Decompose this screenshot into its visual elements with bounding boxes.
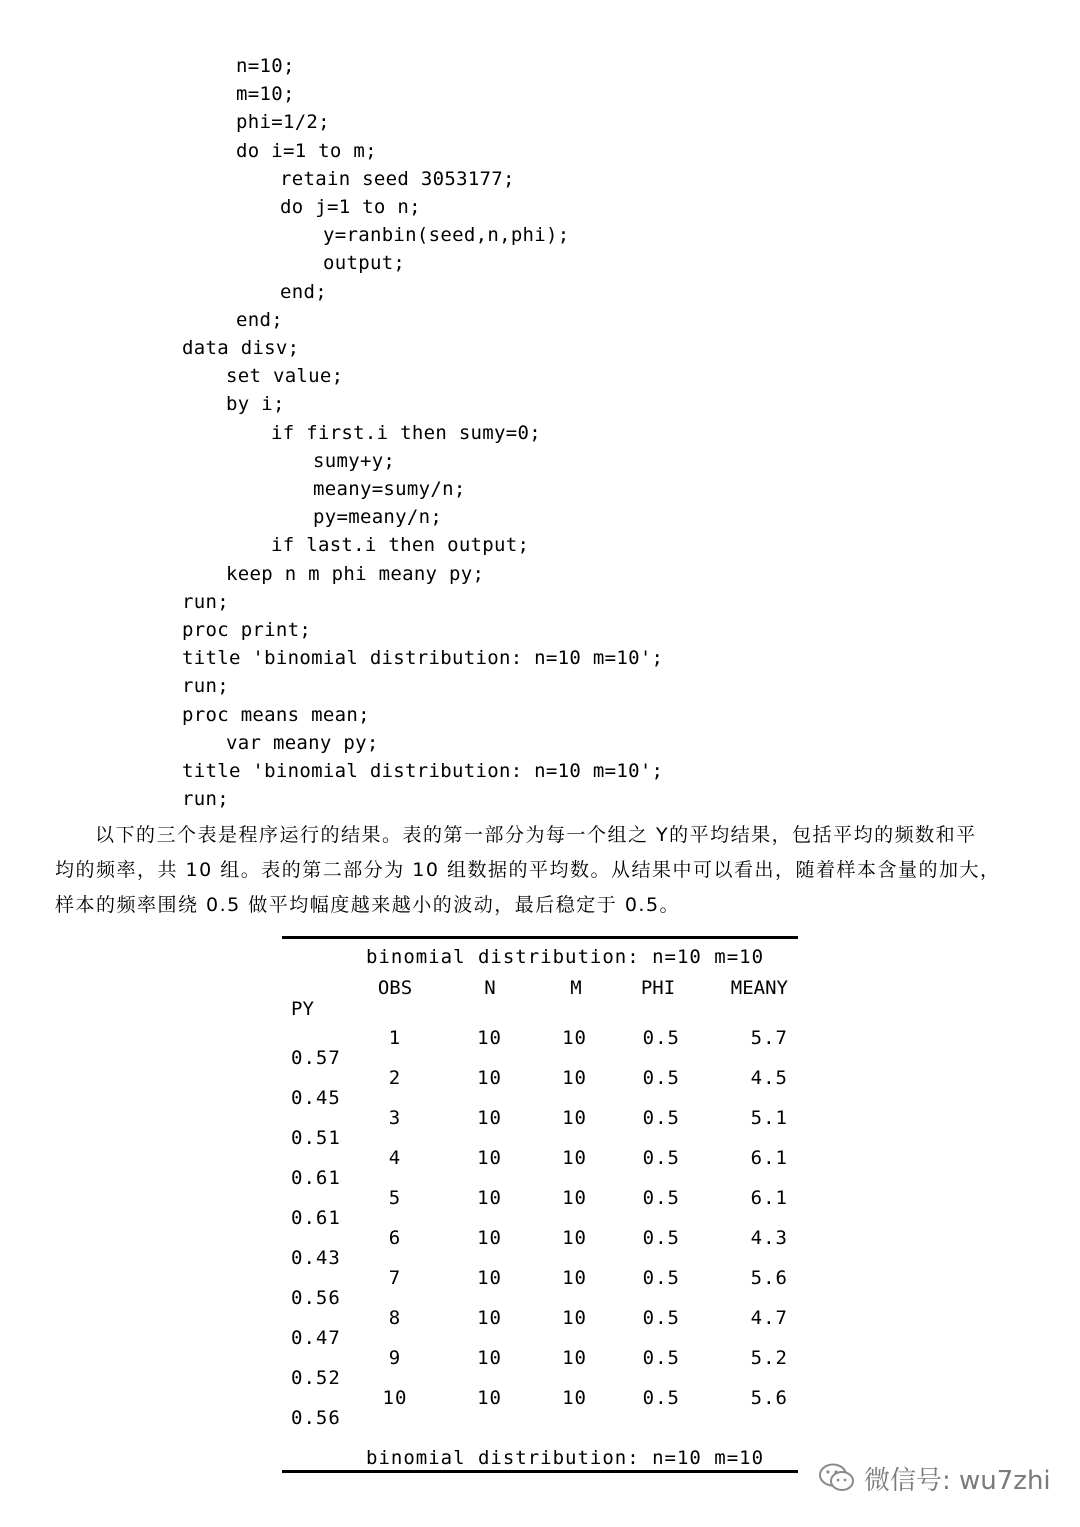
header-meany: MEANY (730, 977, 788, 999)
code-line: phi=1/2; (236, 111, 330, 134)
code-line: m=10; (236, 83, 295, 106)
code-line: end; (236, 308, 283, 331)
cell-m: 10 (562, 1147, 587, 1169)
cell-meany: 5.1 (750, 1107, 788, 1129)
cell-phi: 0.5 (642, 1387, 680, 1409)
code-line: output; (323, 252, 406, 275)
cell-meany: 5.6 (750, 1387, 788, 1409)
cell-py: 0.52 (291, 1367, 341, 1389)
cell-m: 10 (562, 1067, 587, 1089)
cell-py: 0.51 (291, 1127, 341, 1149)
code-line: title 'binomial distribution: n=10 m=10'; (182, 647, 664, 670)
code-line: set value; (226, 365, 344, 388)
cell-meany: 5.6 (750, 1267, 788, 1289)
cell-m: 10 (562, 1027, 587, 1049)
cell-phi: 0.5 (642, 1107, 680, 1129)
paragraph-line: 均的频率，共 10 组。表的第二部分为 10 组数据的平均数。从结果中可以看出，随着样本含量的加大， (55, 859, 1001, 881)
cell-py: 0.56 (291, 1407, 341, 1429)
code-line: end; (280, 280, 327, 303)
table-footer-title: binomial distribution: n=10 m=10 (366, 1447, 765, 1469)
cell-meany: 6.1 (750, 1187, 788, 1209)
cell-obs: 1 (388, 1027, 402, 1049)
cell-obs: 4 (388, 1147, 402, 1169)
cell-meany: 4.3 (750, 1227, 788, 1249)
code-line: run; (182, 675, 229, 698)
table-title: binomial distribution: n=10 m=10 (366, 946, 765, 968)
cell-py: 0.56 (291, 1287, 341, 1309)
code-line: run; (182, 590, 229, 613)
cell-obs: 3 (388, 1107, 402, 1129)
code-line: proc means mean; (182, 703, 370, 726)
code-line: if last.i then output; (271, 534, 530, 557)
paragraph-line: 样本的频率围绕 0.5 做平均幅度越来越小的波动，最后稳定于 0.5。 (55, 894, 681, 916)
header-m: M (570, 977, 582, 999)
cell-meany: 4.5 (750, 1067, 788, 1089)
cell-meany: 4.7 (750, 1307, 788, 1329)
cell-py: 0.57 (291, 1047, 341, 1069)
cell-phi: 0.5 (642, 1227, 680, 1249)
cell-py: 0.47 (291, 1327, 341, 1349)
code-line: proc print; (182, 619, 312, 641)
cell-m: 10 (562, 1267, 587, 1289)
cell-n: 10 (477, 1027, 502, 1049)
cell-py: 0.61 (291, 1167, 341, 1189)
cell-n: 10 (477, 1387, 502, 1409)
code-line: by i; (226, 393, 285, 416)
code-line: n=10; (236, 55, 295, 77)
cell-n: 10 (477, 1347, 502, 1369)
code-line: run; (182, 788, 229, 811)
cell-m: 10 (562, 1227, 587, 1249)
code-line: do i=1 to m; (236, 139, 377, 162)
cell-obs: 7 (388, 1267, 402, 1289)
table-top-rule (282, 936, 798, 939)
cell-n: 10 (477, 1267, 502, 1289)
result-paragraph (55, 818, 1040, 923)
header-obs: OBS (377, 977, 413, 999)
cell-py: 0.61 (291, 1207, 341, 1229)
cell-n: 10 (477, 1307, 502, 1329)
cell-phi: 0.5 (642, 1147, 680, 1169)
code-line: data disv; (182, 337, 300, 359)
header-py: PY (291, 998, 314, 1020)
cell-m: 10 (562, 1107, 587, 1129)
code-line: var meany py; (226, 731, 379, 754)
cell-n: 10 (477, 1147, 502, 1169)
cell-m: 10 (562, 1387, 587, 1409)
cell-m: 10 (562, 1347, 587, 1369)
paragraph-line: 以下的三个表是程序运行的结果。表的第一部分为每一个组之 Y的平均结果，包括平均的频数和平 (95, 824, 977, 846)
cell-phi: 0.5 (642, 1307, 680, 1329)
cell-py: 0.43 (291, 1247, 341, 1269)
cell-n: 10 (477, 1227, 502, 1249)
cell-m: 10 (562, 1307, 587, 1329)
cell-n: 10 (477, 1187, 502, 1209)
header-n: N (484, 977, 496, 999)
cell-phi: 0.5 (642, 1027, 680, 1049)
cell-obs: 10 (382, 1387, 408, 1409)
watermark-text: 微信号: wu7zhi (864, 1465, 1051, 1496)
code-line: y=ranbin(seed,n,phi); (323, 224, 570, 247)
cell-meany: 5.7 (750, 1027, 788, 1049)
code-line: title 'binomial distribution: n=10 m=10'; (182, 760, 664, 782)
cell-py: 0.45 (291, 1087, 341, 1109)
cell-n: 10 (477, 1067, 502, 1089)
header-phi: PHI (640, 977, 676, 999)
cell-obs: 5 (388, 1187, 402, 1209)
cell-phi: 0.5 (642, 1347, 680, 1369)
cell-obs: 9 (388, 1347, 402, 1369)
code-line: do j=1 to n; (280, 196, 421, 218)
code-line: meany=sumy/n; (313, 478, 466, 500)
cell-obs: 6 (388, 1227, 402, 1249)
wechat-icon (818, 1462, 856, 1494)
code-line: keep n m phi meany py; (226, 562, 485, 585)
cell-m: 10 (562, 1187, 587, 1209)
code-line: py=meany/n; (313, 506, 443, 529)
cell-phi: 0.5 (642, 1067, 680, 1089)
code-line: if first.i then sumy=0; (271, 421, 541, 444)
table-bottom-rule (282, 1470, 798, 1473)
code-line: sumy+y; (313, 449, 396, 472)
code-line: retain seed 3053177; (280, 167, 515, 190)
cell-phi: 0.5 (642, 1187, 680, 1209)
cell-obs: 8 (388, 1307, 402, 1329)
cell-meany: 6.1 (750, 1147, 788, 1169)
cell-obs: 2 (388, 1067, 402, 1089)
cell-meany: 5.2 (750, 1347, 788, 1369)
watermark (818, 1458, 1051, 1498)
cell-phi: 0.5 (642, 1267, 680, 1289)
cell-n: 10 (477, 1107, 502, 1129)
